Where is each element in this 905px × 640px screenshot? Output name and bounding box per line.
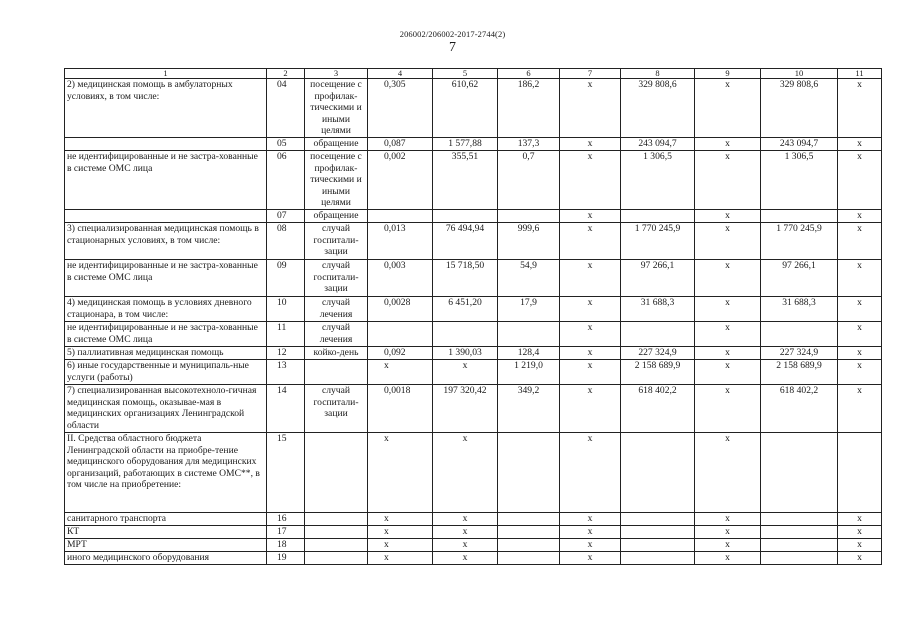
column-header: 1 [65,69,267,79]
table-cell [498,513,560,526]
table-cell: 97 266,1 [621,260,695,297]
table-cell: x [695,322,761,347]
table-cell: не идентифицированные и не застра-хованные в системе ОМС лица [65,151,267,210]
table-cell: x [838,552,882,565]
table-cell [498,526,560,539]
table-cell: x [838,260,882,297]
table-cell: x [433,360,498,385]
table-cell: x [433,552,498,565]
table-cell: x [838,360,882,385]
table-cell: посещение с профилак-тическими и иными целями [305,151,368,210]
table-header-row [65,69,882,79]
table-cell: 17 [267,526,305,539]
table-cell [305,513,368,526]
column-header: 10 [761,69,838,79]
table-cell: 610,62 [433,79,498,138]
column-header: 3 [305,69,368,79]
table-cell: x [433,526,498,539]
table-row [65,210,882,223]
table-cell: x [560,539,621,552]
table-cell: x [838,210,882,223]
table-cell: 6) иные государственные и муниципаль-ные услуги (работы) [65,360,267,385]
table-cell: x [560,151,621,210]
column-header: 7 [560,69,621,79]
table-cell: 06 [267,151,305,210]
table-cell: 54,9 [498,260,560,297]
table-cell: 243 094,7 [761,138,838,151]
table-cell: 227 324,9 [621,347,695,360]
table-cell: 5) паллиативная медицинская помощь [65,347,267,360]
table-cell: 04 [267,79,305,138]
table-cell: посещение с профилак-тическими и иными целями [305,79,368,138]
table-cell: x [695,138,761,151]
column-header: 4 [368,69,433,79]
table-cell: иного медицинского оборудования [65,552,267,565]
table-cell: 999,6 [498,223,560,260]
table-cell: 17,9 [498,297,560,322]
table-cell: x [433,539,498,552]
table-cell: не идентифицированные и не застра-хованные в системе ОМС лица [65,322,267,347]
table-cell: 355,51 [433,151,498,210]
table-cell: x [368,539,433,552]
table-cell: II. Средства областного бюджета Ленинградской области на приобре-тение медицинского оборудования для медицинских организаций, работающих в системе ОМС**, в том числе на приобретение: [65,433,267,513]
table-cell: x [560,260,621,297]
table-cell [761,513,838,526]
table-cell: x [695,297,761,322]
table-cell: x [368,526,433,539]
table-cell: x [695,552,761,565]
table-cell: 0,0018 [368,385,433,433]
table-cell [305,526,368,539]
table-cell [761,526,838,539]
table-cell: x [838,79,882,138]
table-cell: 0,003 [368,260,433,297]
table-cell [65,138,267,151]
table-cell: 10 [267,297,305,322]
table-cell [761,322,838,347]
table-row [65,385,882,433]
table-cell [621,539,695,552]
column-header: 5 [433,69,498,79]
table-cell [498,210,560,223]
table-cell: x [560,433,621,513]
table-cell: x [433,513,498,526]
table-cell [498,322,560,347]
table-cell: x [695,539,761,552]
table-cell: x [695,360,761,385]
table-cell [838,433,882,513]
table-cell: случай госпитали-зации [305,223,368,260]
table-cell: 1 770 245,9 [761,223,838,260]
table-row [65,260,882,297]
table-row [65,433,882,513]
table-cell: x [560,223,621,260]
table-cell: 1 219,0 [498,360,560,385]
table-cell: 227 324,9 [761,347,838,360]
table-cell: 2) медицинская помощь в амбулаторных условиях, в том числе: [65,79,267,138]
column-header: 8 [621,69,695,79]
table-cell: 76 494,94 [433,223,498,260]
table-row [65,297,882,322]
table-cell: 128,4 [498,347,560,360]
table-cell: 11 [267,322,305,347]
table-row [65,347,882,360]
table-cell: 1 770 245,9 [621,223,695,260]
table-cell: 0,087 [368,138,433,151]
table-cell: 1 390,03 [433,347,498,360]
table-cell: x [838,513,882,526]
table-row [65,151,882,210]
table-cell: x [838,151,882,210]
table-cell: x [560,360,621,385]
table-cell [621,526,695,539]
table-cell: x [695,79,761,138]
table-cell [761,433,838,513]
table-cell: x [560,138,621,151]
table-cell: x [368,513,433,526]
table-cell: x [695,223,761,260]
table-cell: 0,002 [368,151,433,210]
table-cell: x [695,433,761,513]
table-cell: 329 808,6 [621,79,695,138]
table-cell: x [838,385,882,433]
table-cell: не идентифицированные и не застра-хованные в системе ОМС лица [65,260,267,297]
table-cell: 329 808,6 [761,79,838,138]
table-row [65,138,882,151]
table-cell [761,210,838,223]
table-cell: x [560,385,621,433]
table-cell: 6 451,20 [433,297,498,322]
table-cell: 15 [267,433,305,513]
table-cell: 1 306,5 [621,151,695,210]
table-cell: x [560,210,621,223]
table-row [65,513,882,526]
table-cell: 15 718,50 [433,260,498,297]
table-cell: 243 094,7 [621,138,695,151]
table-cell: КТ [65,526,267,539]
table-cell [761,539,838,552]
table-cell [761,552,838,565]
table-cell [433,322,498,347]
table-row [65,223,882,260]
table-cell: 0,013 [368,223,433,260]
table-cell: обращение [305,210,368,223]
table-cell: МРТ [65,539,267,552]
table-cell: x [838,322,882,347]
table-cell: 18 [267,539,305,552]
table-cell: x [838,539,882,552]
table-cell: 3) специализированная медицинская помощь в стационарных условиях, в том числе: [65,223,267,260]
table-cell: случай лечения [305,322,368,347]
table-cell: 16 [267,513,305,526]
table-cell: 618 402,2 [621,385,695,433]
table-cell: x [560,79,621,138]
column-header: 11 [838,69,882,79]
table-cell: 05 [267,138,305,151]
table-cell: 14 [267,385,305,433]
table-cell: x [368,360,433,385]
table-cell [621,552,695,565]
table-cell: x [368,433,433,513]
table-cell: x [368,552,433,565]
table-cell: x [695,151,761,210]
table-cell: x [695,210,761,223]
table-cell [368,210,433,223]
table-cell: x [695,526,761,539]
table-cell: 2 158 689,9 [761,360,838,385]
table-cell: обращение [305,138,368,151]
column-header: 9 [695,69,761,79]
table-cell: x [560,526,621,539]
table-cell [305,433,368,513]
table-cell [433,210,498,223]
table-cell: 09 [267,260,305,297]
table-cell: 13 [267,360,305,385]
table-cell: 19 [267,552,305,565]
table-cell [305,360,368,385]
table-cell [498,539,560,552]
table-cell: 31 688,3 [761,297,838,322]
table-cell [305,539,368,552]
table-cell: x [695,385,761,433]
table-cell: x [560,552,621,565]
column-header: 2 [267,69,305,79]
table-cell: 1 577,88 [433,138,498,151]
table-cell [305,552,368,565]
table-row [65,552,882,565]
table-cell: 137,3 [498,138,560,151]
table-cell: случай госпитали-зации [305,260,368,297]
table-cell [498,433,560,513]
table-cell [498,552,560,565]
table-cell: 618 402,2 [761,385,838,433]
table-cell: x [838,526,882,539]
table-cell [621,322,695,347]
table-cell: 0,092 [368,347,433,360]
table-cell: 31 688,3 [621,297,695,322]
table-cell: x [838,138,882,151]
table-cell: 12 [267,347,305,360]
table-cell: x [695,260,761,297]
table-cell: x [695,347,761,360]
data-table [64,68,882,565]
table-cell: койко-день [305,347,368,360]
page-number: 7 [449,40,456,55]
table-row [65,322,882,347]
table-cell: x [838,297,882,322]
table-cell: x [560,322,621,347]
table-cell: x [695,513,761,526]
table-cell: случай госпитали-зации [305,385,368,433]
table-cell: 08 [267,223,305,260]
table-cell [621,210,695,223]
table-row [65,539,882,552]
table-row [65,526,882,539]
table-cell: 2 158 689,9 [621,360,695,385]
table-cell: 0,7 [498,151,560,210]
table-cell [65,210,267,223]
table-row [65,79,882,138]
table-cell: 197 320,42 [433,385,498,433]
table-cell: 7) специализированная высокотехноло-гичная медицинская помощь, оказывае-мая в медицинских организациях Ленинградской области [65,385,267,433]
table-cell: x [560,297,621,322]
table-cell: случай лечения [305,297,368,322]
table-cell: 349,2 [498,385,560,433]
table-cell: x [560,513,621,526]
table-cell: 0,305 [368,79,433,138]
table-cell: санитарного транспорта [65,513,267,526]
table-cell: 186,2 [498,79,560,138]
column-header: 6 [498,69,560,79]
table-cell: 1 306,5 [761,151,838,210]
table-cell: 4) медицинская помощь в условиях дневного стационара, в том числе: [65,297,267,322]
table-cell: 97 266,1 [761,260,838,297]
table-row [65,360,882,385]
table-cell: x [838,347,882,360]
table-cell: 07 [267,210,305,223]
document-id: 206002/206002-2017-2744(2) [399,29,506,39]
table-cell: x [433,433,498,513]
table-cell: x [560,347,621,360]
table-cell [368,322,433,347]
table-cell [621,513,695,526]
table-cell: 0,0028 [368,297,433,322]
table-cell: x [838,223,882,260]
table-cell [621,433,695,513]
